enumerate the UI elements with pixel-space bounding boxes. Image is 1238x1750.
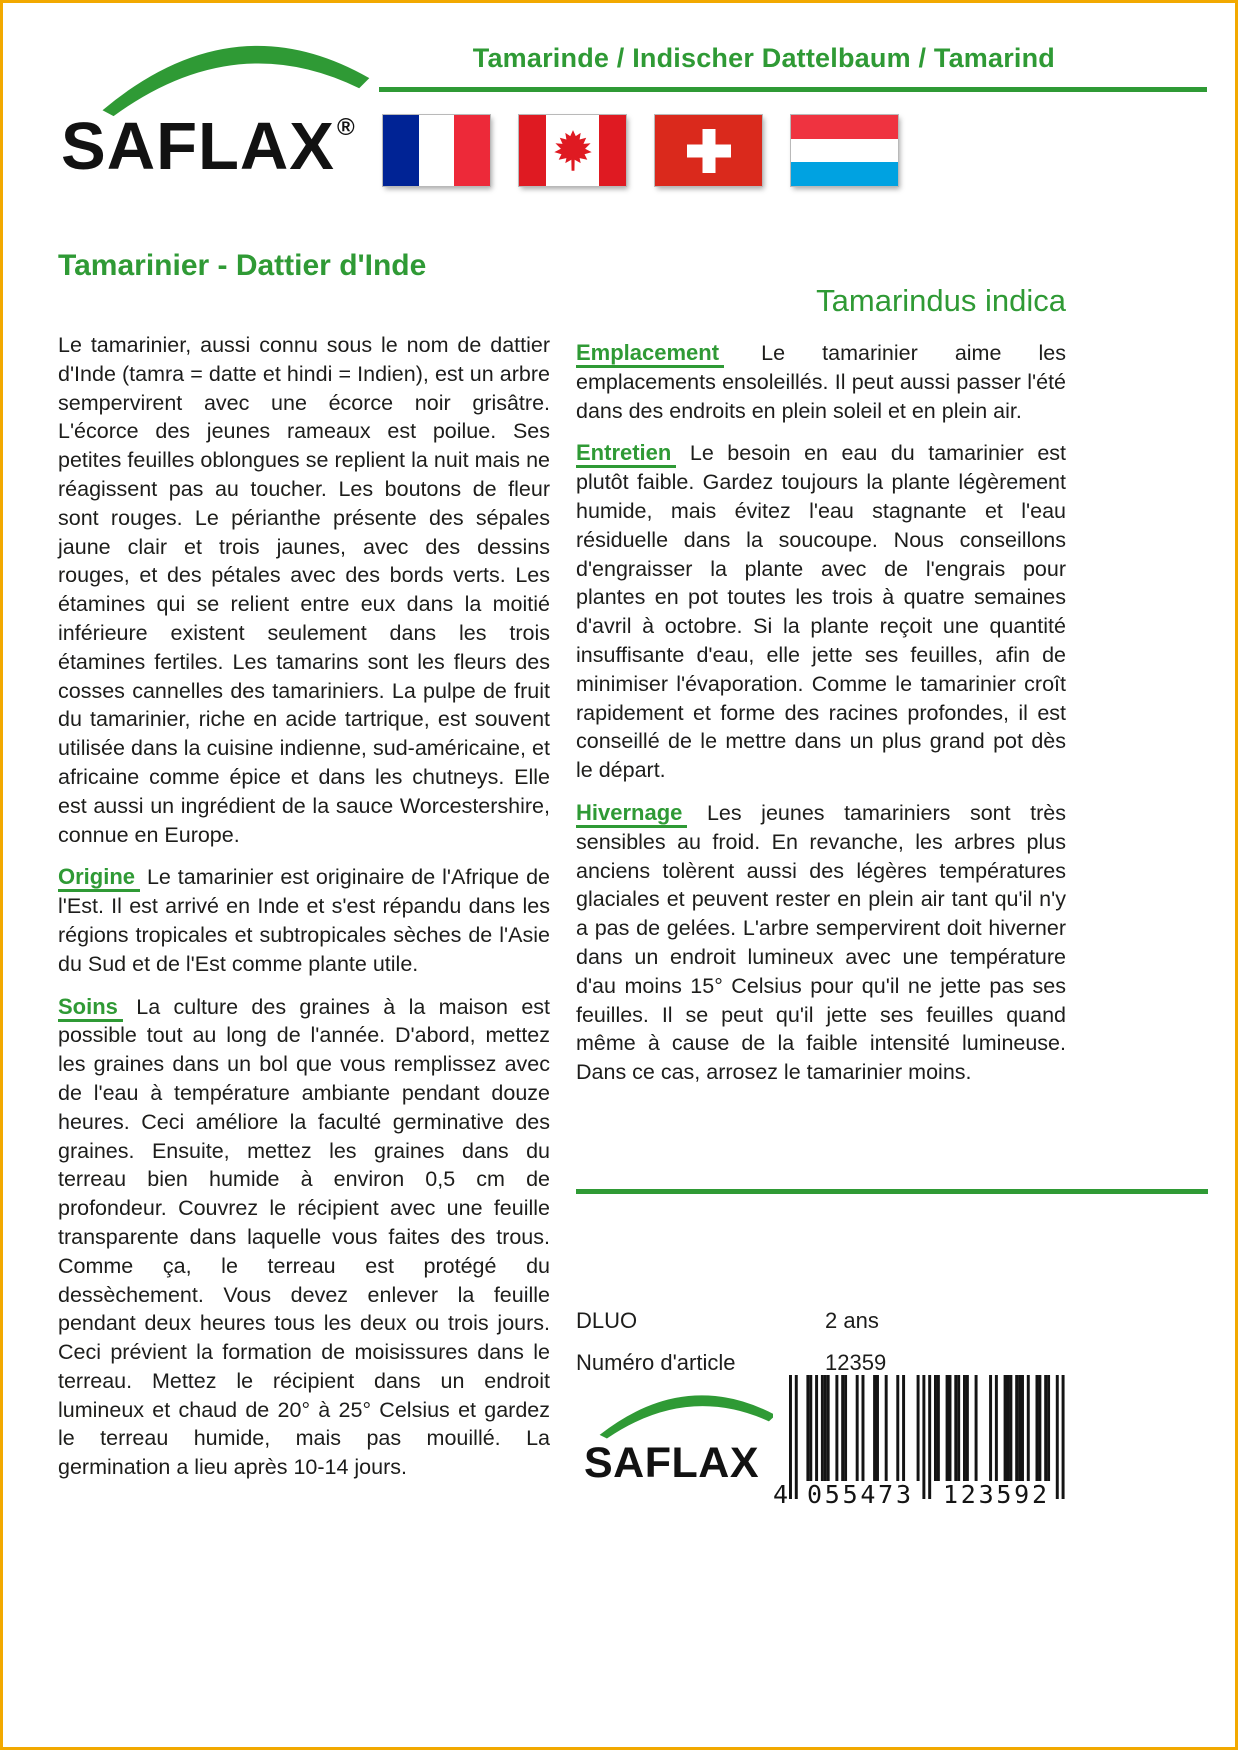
flag-switzerland-icon	[655, 115, 762, 186]
barcode-digits-right: 123592	[943, 1480, 1047, 1509]
entretien-label: Entretien	[576, 440, 676, 468]
article-number-label: Numéro d'article	[576, 1350, 736, 1375]
soins-text: La culture des graines à la maison est possible tout au long de l'année. D'abord, mettez les graines dans un bol que vous remplissez avec de l'eau à température ambiante pendant douze heures. Ceci améliore la faculté germinative des graines. Ensuite, mettez les graines dans du terreau bien humide à environ 0,5 cm de profondeur. Couvrez le récipient avec une feuille transparente dans laquelle vous faites des trous. Comme ça, le terreau est protégé du dessèchement. Vous devez enlever la feuille pendant deux heures tous les deux ou trois jours. Ceci prévient la formation de moisissures dans le terreau. Mettez le récipient dans un endroit lumineux et chaud de 20° à 25° Celsius et gardez le terreau humide, mais pas mouillé. La germination a lieu après 10-14 jours.	[58, 994, 550, 1480]
page-header-title: Tamarinde / Indischer Dattelbaum / Tamarind	[472, 43, 1055, 73]
emplacement-paragraph	[576, 339, 1066, 425]
soins-label: Soins	[58, 994, 123, 1022]
hivernage-paragraph	[576, 799, 1066, 1087]
flags-row	[383, 115, 898, 186]
registered-trademark-icon: ®	[337, 114, 356, 141]
intro-paragraph: Le tamarinier, aussi connu sous le nom de dattier d'Inde (tamra = datte et hindi = Indien), est un arbre sempervirent avec une écorce noir grisâtre. L'écorce des jeunes rameaux est poilue. Ses petites feuilles oblongues se replient la nuit mais ne réagissent pas au toucher. Les boutons de fleur sont rouges. Le périanthe présente des sépales jaune clair et trois jaunes, avec des dessins rouges, et des pétales avec des bords verts. Les étamines qui se relient entre eux dans la moitié inférieure existent seulement dans les trois étamines fertiles. Les tamarins sont les fleurs des cosses cannelles des tamariniers. La pulpe de fruit du tamarinier, riche en acide tartrique, est souvent utilisée dans la cuisine indienne, sud-américaine, et africaine comme épice et dans les chutneys. Elle est aussi un ingrédient de la sauce Worcestershire, connue en Europe.	[58, 333, 550, 847]
flag-luxembourg-icon	[791, 115, 898, 186]
dluo-label: DLUO	[576, 1308, 638, 1333]
logo-wordmark	[61, 109, 356, 184]
left-column	[58, 249, 550, 1496]
dluo-row	[576, 1306, 1076, 1336]
entretien-text: Le besoin en eau du tamarinier est plutôt faible. Gardez toujours la plante légèrement humide, mais évitez l'eau stagnante et l'eau résiduelle dans la soucoupe. Nous conseillons d'engraisser la plante avec de l'engrais pour plantes en pot toutes les trois à quatre semaines d'avril à octobre. Si la plante reçoit une quantité insuffisante d'eau, elle jette ses feuilles, afin de minimiser l'évaporation. Comme le tamarinier croît rapidement et forme des racines profondes, il est conseillé de le mettre dans un plus grand pot dès le départ.	[576, 441, 1067, 783]
barcode-digits-left: 055473	[807, 1480, 911, 1509]
title-french: Tamarinier - Dattier d'Inde	[58, 249, 427, 282]
barcode-digit-lead: 4	[773, 1480, 789, 1509]
origine-paragraph	[58, 863, 550, 978]
soins-paragraph	[58, 993, 550, 1483]
article-number-row	[576, 1348, 1076, 1378]
origine-text: Le tamarinier est originaire de l'Afrique de l'Est. Il est arrivé en Inde et s'est répandu dans les régions tropicales et subtropicales sèches de l'Asie du Sud et de l'Est comme plante utile.	[58, 865, 550, 976]
hivernage-text: Les jeunes tamariniers sont très sensibles au froid. En revanche, les arbres plus anciens tolèrent aussi des légères températures glaciales et peuvent rester en plein air tant qu'il n'y a pas de gelées. L'arbre sempervirent doit hiverner dans un endroit lumineux avec une température d'au moins 15° Celsius pour qu'il ne jette pas ses feuilles. Il se peut qu'il jette ses feuilles quand même à cause de la faible intensité lumineuse. Dans ce cas, arrosez le tamarinier moins.	[576, 800, 1066, 1085]
logo-text: SAFLAX	[61, 109, 335, 184]
origine-label: Origine	[58, 864, 140, 892]
entretien-paragraph	[576, 439, 1066, 785]
hivernage-label: Hivernage	[576, 800, 687, 828]
logo-swoosh-icon	[97, 29, 373, 117]
article-number-value: 12359	[825, 1350, 887, 1375]
emplacement-label: Emplacement	[576, 340, 724, 368]
barcode-graphic	[773, 1375, 1075, 1525]
botanical-name: Tamarindus indica	[816, 283, 1066, 318]
flag-canada-icon	[519, 115, 626, 186]
maple-leaf-icon	[551, 127, 595, 175]
footer-logo-text: SAFLAX	[584, 1439, 759, 1487]
barcode	[773, 1375, 1075, 1525]
footer-logo-swoosh-icon	[596, 1385, 778, 1439]
footer-divider	[576, 1189, 1208, 1194]
header-divider	[379, 87, 1207, 92]
flag-france-icon	[383, 115, 490, 186]
emplacement-text: Le tamarinier aime les emplacements ensoleillés. Il peut aussi passer l'été dans des endroits en plein soleil et en plein air.	[576, 341, 1066, 423]
dluo-value: 2 ans	[825, 1308, 879, 1333]
saflax-logo	[61, 29, 381, 194]
saflax-footer-logo	[584, 1385, 794, 1485]
right-column	[576, 283, 1066, 1101]
